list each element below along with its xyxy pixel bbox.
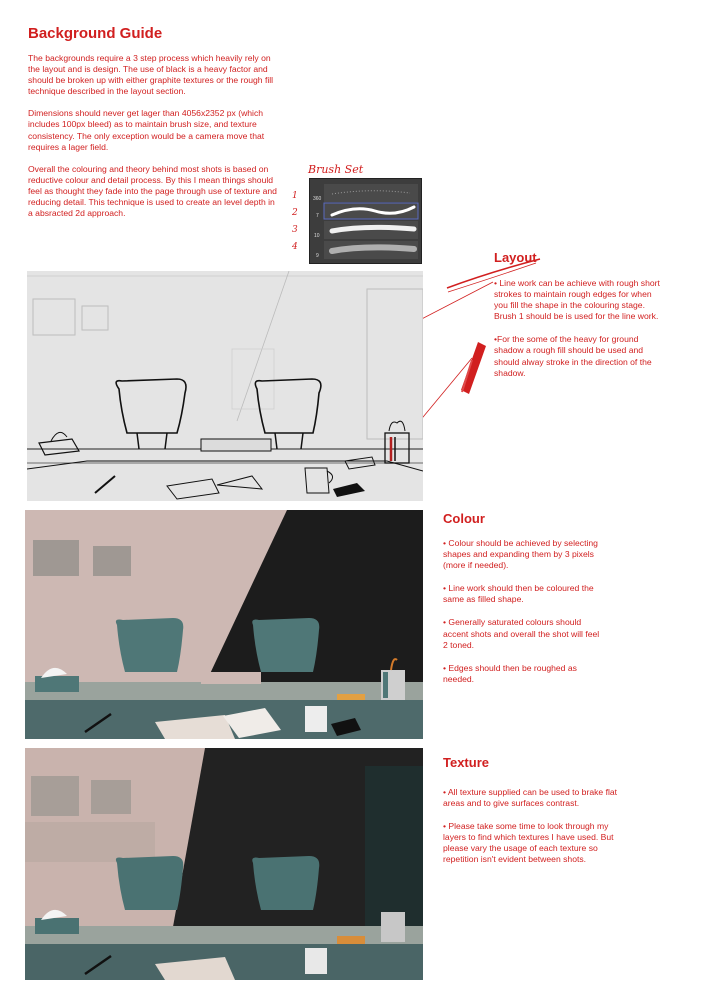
intro-paragraph-2: Dimensions should never get lager than 4056x2352 px (which includes 100px bleed) as to maintain brush size, and texture consistency. The only exception would be a camera move that requires a lager field. (28, 108, 265, 152)
brush-set-label: Brush Set (308, 163, 364, 176)
intro-paragraph-1: The backgrounds require a 3 step process which heavily rely on the layout and is design. The use of black is a heavy factor and should be broken up with either graphite textures or the rough fill technique described in the layout section. (28, 53, 274, 97)
layout-text (494, 278, 666, 391)
colour-illustration (25, 510, 423, 739)
texture-scene (25, 748, 423, 980)
texture-paragraph-2: • Please take some time to look through my layers to find which textures I have used. But please vary the usage of each texture so repetition isn't evident between shots. (443, 821, 614, 865)
brush-size-3: 10 (314, 233, 320, 239)
layout-scene (27, 271, 423, 501)
brush-number-2: 2 (292, 208, 298, 218)
colour-title: Colour (443, 511, 485, 526)
colour-paragraph-4: • Edges should then be roughed as needed. (443, 662, 577, 684)
brush-number-4: 4 (292, 242, 298, 252)
page-title: Background Guide (28, 25, 163, 42)
texture-illustration (25, 748, 423, 980)
colour-paragraph-3: • Generally saturated colours should accent shots and overall the shot will feel 2 toned. (443, 617, 600, 650)
texture-text (443, 787, 633, 878)
brush-number-3: 3 (292, 225, 298, 235)
layout-illustration (27, 271, 423, 501)
colour-text (443, 538, 601, 697)
texture-paragraph-1: • All texture supplied can be used to brake flat areas and to give surfaces contrast. (443, 787, 618, 809)
colour-paragraph-1: • Colour should be achieved by selecting shapes and expanding them by 3 pixels (more if needed). (443, 538, 598, 571)
brush-number-1: 1 (292, 191, 298, 201)
brush-size-1: 360 (313, 196, 322, 202)
colour-scene (25, 510, 423, 739)
colour-paragraph-2: • Line work should then be coloured the same as filled shape. (443, 583, 594, 605)
texture-title: Texture (443, 755, 489, 770)
intro-paragraph-3: Overall the colouring and theory behind most shots is based on reductive colour and detail process. By this I mean things should feel as thought they fade into the page through use of texture and reducing detail. This technique is used to create an level depth in a absracted 2d approach. (28, 163, 277, 219)
brush-size-4: 9 (316, 253, 319, 259)
layout-paragraph-2: •For the some of the heavy for ground shadow a rough fill should be used and should alway stroke in the direction of the shadow. (494, 334, 652, 378)
layout-title: Layout (494, 250, 537, 265)
layout-paragraph-1: • Line work can be achieve with rough short strokes to maintain rough edges for when you fill the shape in the colouring stage. Brush 1 should be is used for the line work. (494, 278, 660, 322)
brush-size-2: 7 (316, 213, 319, 219)
